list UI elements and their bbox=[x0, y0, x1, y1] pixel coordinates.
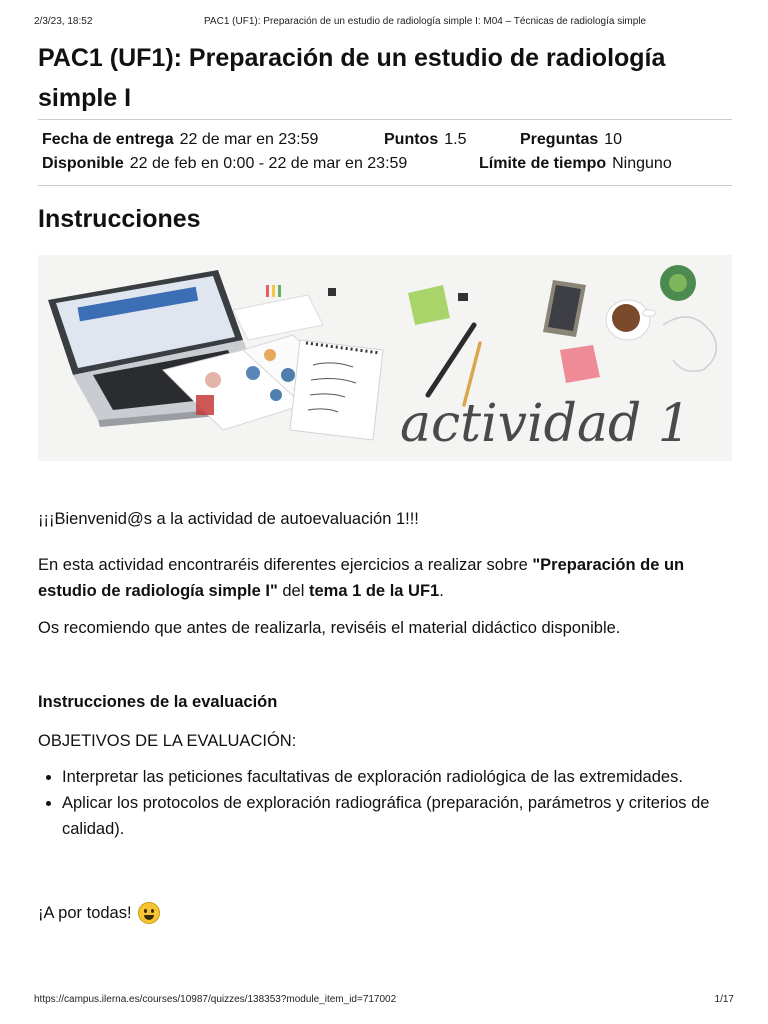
print-header bbox=[34, 16, 734, 30]
intro-text-mid: del bbox=[277, 582, 309, 600]
questions-label: Preguntas bbox=[520, 131, 599, 148]
objectives-list bbox=[38, 764, 728, 842]
intro-text-start: En esta actividad encontraréis diferentes ejercicios a realizar sobre bbox=[38, 556, 533, 574]
time-limit-label: Límite de tiempo bbox=[479, 155, 607, 172]
green-sticky-note bbox=[408, 285, 450, 325]
earphones-illustration bbox=[663, 317, 716, 371]
points-value: 1.5 bbox=[444, 131, 467, 148]
objectives-heading: OBJETIVOS DE LA EVALUACIÓN: bbox=[38, 732, 297, 750]
questions bbox=[520, 131, 622, 149]
phone-illustration bbox=[543, 280, 586, 337]
points-label: Puntos bbox=[384, 131, 439, 148]
intro-unit: tema 1 de la UF1 bbox=[308, 582, 440, 600]
recommendation-text: Os recomiendo que antes de realizarla, reviséis el material didáctico disponible. bbox=[38, 619, 621, 637]
instructions-heading: Instrucciones bbox=[38, 205, 201, 233]
due-date bbox=[42, 131, 318, 149]
intro-paragraph bbox=[38, 552, 728, 604]
welcome-text: ¡¡¡Bienvenid@s a la actividad de autoevaluación 1!!! bbox=[38, 510, 419, 528]
banner-text: actividad 1 bbox=[400, 394, 691, 454]
availability-label: Disponible bbox=[42, 155, 124, 172]
pen-illustration bbox=[428, 325, 474, 395]
coffee-cup-illustration bbox=[606, 300, 655, 340]
plant-illustration bbox=[660, 265, 696, 301]
banner-illustration bbox=[38, 255, 732, 461]
spiral-notepad-illustration bbox=[290, 340, 383, 440]
points bbox=[384, 131, 466, 149]
list-item: Interpretar las peticiones facultativas de exploración radiológica de las extremidades. bbox=[38, 764, 728, 790]
closing-text bbox=[38, 900, 728, 926]
due-date-label: Fecha de entrega bbox=[42, 131, 174, 148]
pink-sticky-note bbox=[560, 345, 600, 383]
planner-illustration bbox=[233, 285, 336, 340]
intro-topic: "Preparación de un estudio de radiología simple I" bbox=[38, 556, 685, 600]
evaluation-instructions-heading: Instrucciones de la evaluación bbox=[38, 693, 278, 711]
questions-value: 10 bbox=[604, 131, 623, 148]
time-limit bbox=[479, 155, 672, 173]
print-timestamp: 2/3/23, 18:52 bbox=[34, 16, 93, 27]
availability bbox=[42, 155, 407, 173]
print-document-title: PAC1 (UF1): Preparación de un estudio de radiología simple I: M04 – Técnicas de radiología simple bbox=[204, 16, 647, 27]
page-url: https://campus.ilerna.es/courses/10987/quizzes/138353?module_item_id=717002 bbox=[34, 994, 397, 1005]
due-date-value: 22 de mar en 23:59 bbox=[179, 131, 319, 148]
time-limit-value: Ninguno bbox=[612, 155, 672, 172]
print-footer bbox=[34, 994, 734, 1008]
intro-text-end: . bbox=[439, 582, 444, 600]
list-item: Aplicar los protocolos de exploración radiográfica (preparación, parámetros y criterios de calidad). bbox=[38, 790, 728, 842]
grinning-face-icon bbox=[138, 902, 160, 924]
page-title: PAC1 (UF1): Preparación de un estudio de radiología simple I bbox=[38, 44, 666, 112]
availability-value: 22 de feb en 0:00 - 22 de mar en 23:59 bbox=[129, 155, 408, 172]
quiz-details bbox=[38, 119, 732, 186]
activity-banner bbox=[38, 255, 732, 461]
closing-text-label: ¡A por todas! bbox=[38, 904, 132, 922]
page-number: 1/17 bbox=[714, 994, 734, 1005]
